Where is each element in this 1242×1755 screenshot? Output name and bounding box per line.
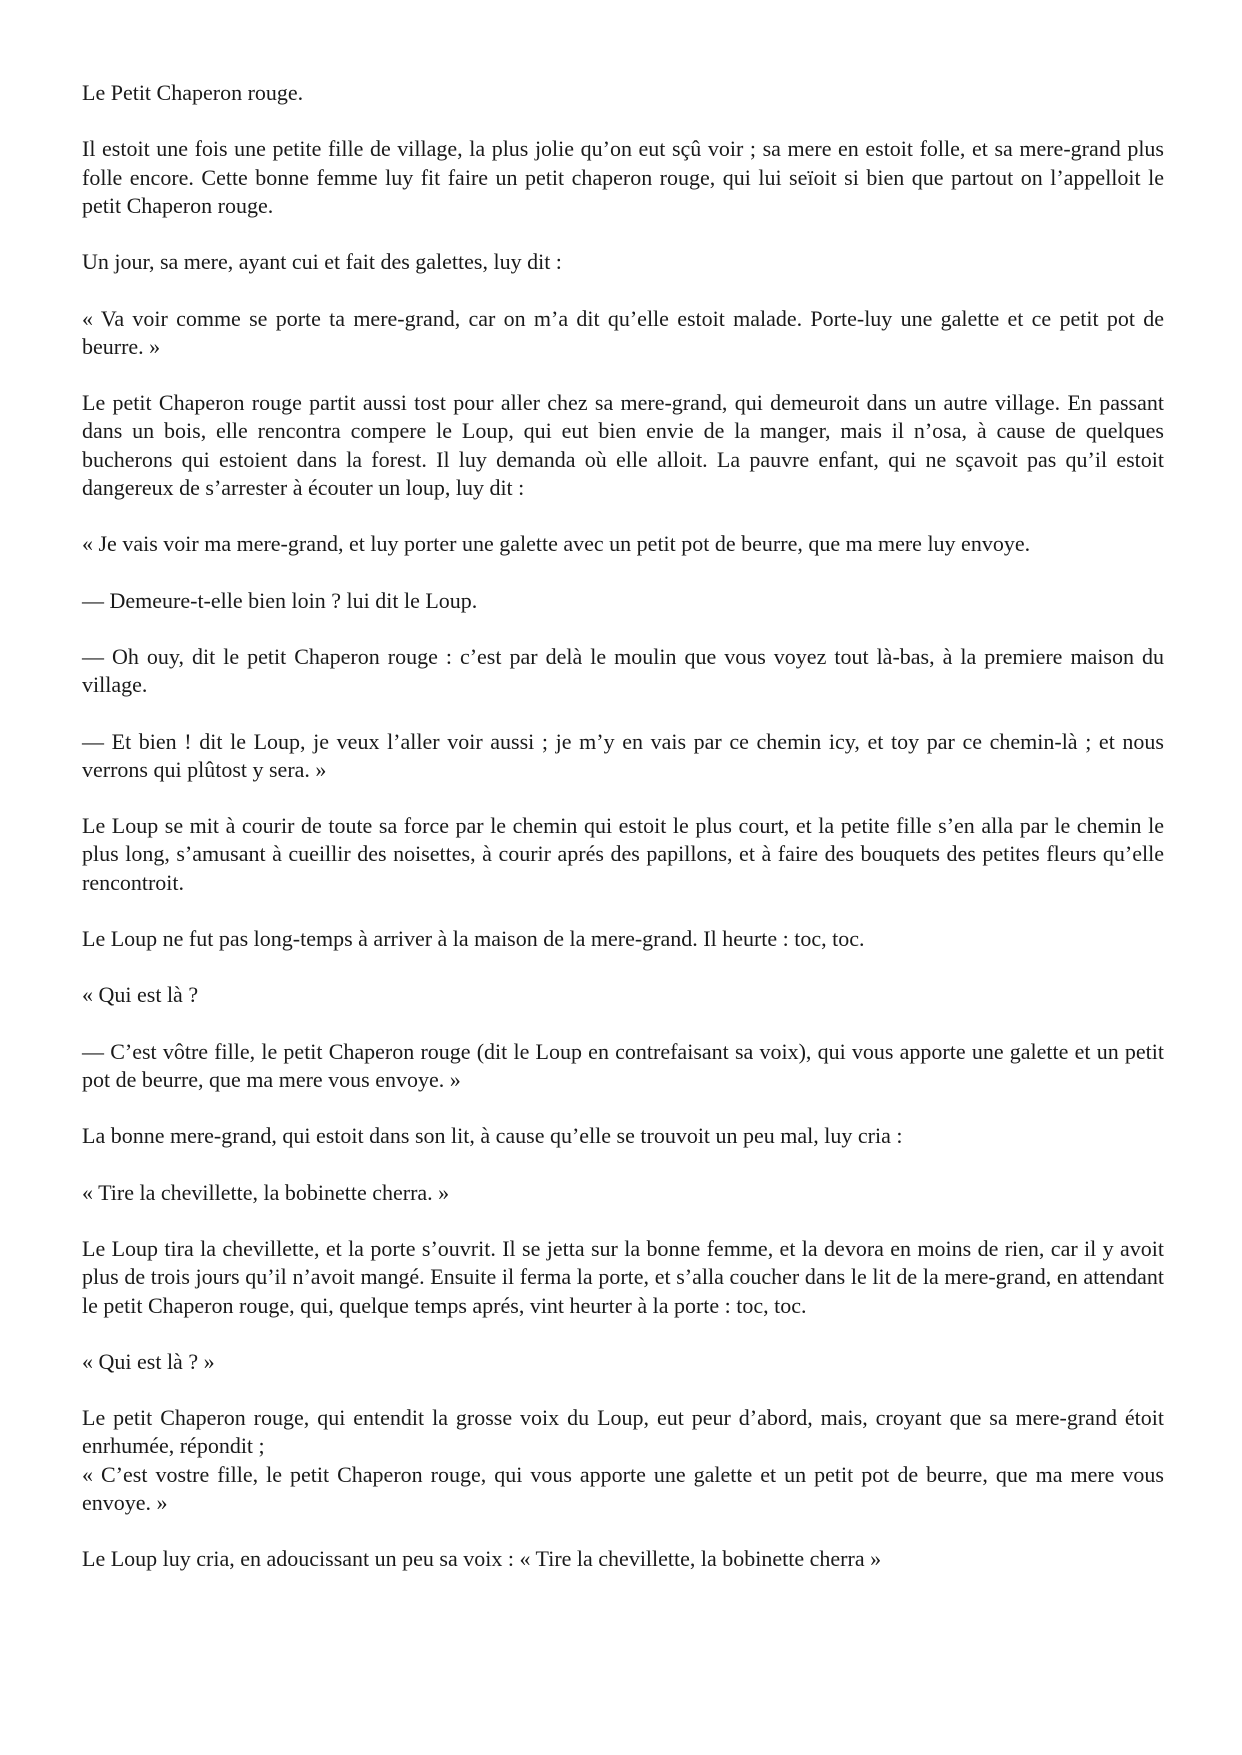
paragraph: « Tire la chevillette, la bobinette cherra. » <box>82 1179 450 1205</box>
document-page <box>82 79 1164 1602</box>
paragraph: Le Loup se mit à courir de toute sa force par le chemin qui estoit le plus court, et la petite fille s’en alla par le chemin le plus long, s’amusant à cueillir des noisettes, à courir aprés des papillons, et à faire des bouquets des petites fleurs qu’elle rencontroit. <box>82 813 1164 895</box>
paragraph: La bonne mere-grand, qui estoit dans son lit, à cause qu’elle se trouvoit un peu mal, luy cria : <box>82 1123 903 1149</box>
paragraph: « Je vais voir ma mere-grand, et luy porter une galette avec un petit pot de beurre, que ma mere luy envoye. <box>82 531 1031 557</box>
paragraph: Le Loup luy cria, en adoucissant un peu sa voix : « Tire la chevillette, la bobinette cherra » <box>82 1546 882 1572</box>
paragraph: Le Loup ne fut pas long-temps à arriver à la maison de la mere-grand. Il heurte : toc, toc. <box>82 925 865 951</box>
paragraph: — Oh ouy, dit le petit Chaperon rouge : c’est par delà le moulin que vous voyez tout là-bas, à la premiere maison du village. <box>82 643 1164 698</box>
document-title: Le Petit Chaperon rouge. <box>82 80 304 105</box>
paragraph: « C’est vostre fille, le petit Chaperon rouge, qui vous apporte une galette et un petit pot de beurre, que ma mere vous envoye. » <box>82 1461 1164 1515</box>
paragraph: — Et bien ! dit le Loup, je veux l’aller voir aussi ; je m’y en vais par ce chemin icy, et toy par ce chemin-là ; et nous verrons qui plûtost y sera. » <box>82 728 1164 782</box>
paragraph: « Qui est là ? <box>82 982 199 1008</box>
paragraph: Un jour, sa mere, ayant cui et fait des galettes, luy dit : <box>82 249 562 275</box>
paragraph: — C’est vôtre fille, le petit Chaperon rouge (dit le Loup en contrefaisant sa voix), qui vous apporte une galette et un petit pot de beurre, que ma mere vous envoye. » <box>82 1038 1164 1092</box>
paragraph: « Va voir comme se porte ta mere-grand, car on m’a dit qu’elle estoit malade. Porte-luy une galette et ce petit pot de beurre. » <box>82 305 1164 359</box>
paragraph: Il estoit une fois une petite fille de village, la plus jolie qu’on eut sçû voir ; sa mere en estoit folle, et sa mere-grand plus folle encore. Cette bonne femme luy fit faire un petit chaperon rouge, qui lui seïoit si bien que partout on l’appelloit le petit Chaperon rouge. <box>82 136 1164 218</box>
paragraph: — Demeure-t-elle bien loin ? lui dit le Loup. <box>82 587 478 613</box>
paragraph: Le petit Chaperon rouge partit aussi tost pour aller chez sa mere-grand, qui demeuroit dans un autre village. En passant dans un bois, elle rencontra compere le Loup, qui eut bien envie de la manger, mais il n’osa, à cause de quelques bucherons qui estoient dans la forest. Il luy demanda où elle alloit. La pauvre enfant, qui ne sçavoit pas qu’il estoit dangereux de s’arrester à écouter un loup, luy dit : <box>82 390 1164 500</box>
paragraph: « Qui est là ? » <box>82 1348 215 1374</box>
paragraph: Le Loup tira la chevillette, et la porte s’ouvrit. Il se jetta sur la bonne femme, et la devora en moins de rien, car il y avoit plus de trois jours qu’il n’avoit mangé. Ensuite il ferma la porte, et s’alla coucher dans le lit de la mere-grand, en attendant le petit Chaperon rouge, qui, quelque temps aprés, vint heurter à la porte : toc, toc. <box>82 1236 1164 1318</box>
paragraph: Le petit Chaperon rouge, qui entendit la grosse voix du Loup, eut peur d’abord, mais, croyant que sa mere-grand étoit enrhumée, répondit ; <box>82 1405 1164 1459</box>
